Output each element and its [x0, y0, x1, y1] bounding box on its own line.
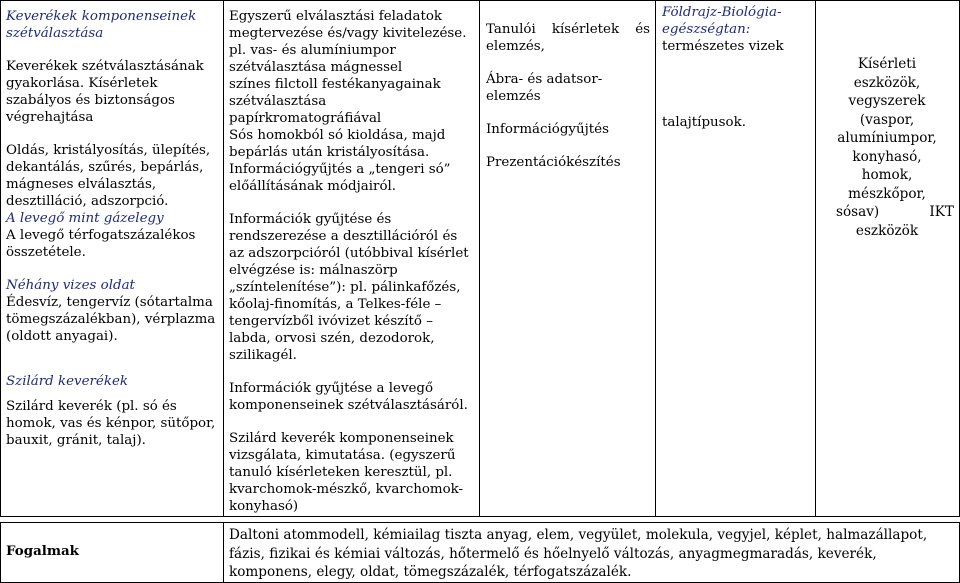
col-divider-4: [815, 0, 816, 517]
table-top-border: [0, 0, 960, 1]
activity-air-components: Információk gyűjtése a levegő komponenseinek szétválasztásáról.: [229, 381, 468, 413]
activity-sea-salt: Információgyűjtés a „tengeri só” előállításának módjairól.: [229, 162, 451, 194]
topic-heading: Keverékek komponenseinek szétválasztása: [6, 9, 197, 41]
solid-mixtures-text: Szilárd keverék (pl. só és homok, vas és kénpor, sütőpor, bauxit, gránit, talaj).: [6, 399, 216, 448]
activity-chromatography: színes filctoll festékanyagainak szétválasztása papírkromatográfiával: [229, 77, 441, 126]
separation-methods: Oldás, kristályosítás, ülepítés, dekantálás, szűrés, bepárlás, mágneses elválasztás, desztilláció, adszorpció.: [6, 143, 211, 209]
left-border: [0, 0, 1, 517]
tools-line-5: alumíniumpor,: [837, 130, 937, 146]
activity-magnet: pl. vas- és alumíniumpor szétválasztása mágnessel: [229, 43, 403, 75]
skills-word-3: és: [635, 22, 650, 37]
connection-subject: Földrajz-Biológia-egészségtan:: [662, 5, 782, 37]
skill-diagram-analysis: Ábra- és adatsor-elemzés: [486, 72, 603, 104]
concepts-label: Fogalmak: [6, 543, 79, 559]
tools-line-1: Kísérleti: [857, 56, 917, 72]
skills-word-2: kísérletek: [551, 22, 620, 37]
solid-mixtures-heading: Szilárd keverékek: [6, 374, 129, 389]
activity-solid-mixture: Szilárd keverék komponenseinek vizsgálata, kimutatása. (egyszerű tanuló kísérleteken keresztül, pl. kvarchomok-mészkő, kvarchomok-konyhasó): [229, 431, 464, 514]
tools-last-right: IKT: [929, 204, 954, 220]
topic-cell: [6, 8, 218, 449]
tools-line-2: eszközök,: [853, 74, 921, 91]
skills-line-2: elemzés,: [486, 39, 545, 54]
activity-salt-sand: Sós homokból só kioldása, majd bepárlás után kristályosítása.: [229, 128, 446, 160]
col-divider-2: [479, 0, 480, 517]
concepts-text: Daltoni atommodell, kémiailag tiszta anyag, elem, vegyület, molekula, vegyjel, képlet, halmazállapot, fázis, fizikai és kémiai változás, hőtermelő és hőelnyelő változás, anyagmegmaradás, keverék, komponens, elegy, oldat, tömegszázalék, térfogatszázalék.: [229, 527, 928, 580]
activities-cell: [229, 8, 474, 515]
connections-cell: [662, 4, 812, 131]
connection-natural-waters: [662, 4, 812, 55]
skills-word-1: Tanulói: [486, 22, 536, 37]
tools-line-9: [820, 203, 954, 222]
tools-last-left: sósav): [836, 204, 880, 220]
col-divider-1: [223, 0, 224, 517]
footer-col-divider: [223, 522, 224, 583]
tools-line-4: (vaspor,: [859, 111, 915, 128]
footer-left-border: [0, 522, 1, 583]
skills-line-1: [486, 21, 650, 38]
aqueous-solutions-heading: Néhány vizes oldat: [6, 278, 135, 293]
activity-distillation: Információk gyűjtése és rendszerezése a desztillációról és az adszorpcióról (utóbbival kísérlet elvégzése is: málnaszörp „színtelenítése”): pl. pálinkafőzés, kőolaj-finomítás, a Telkes-féle – tengervízből ivóvizet készítő – labda, orvosi szén, dezodorok, szilikagél.: [229, 212, 469, 363]
skill-information-gathering: Információgyűjtés: [486, 122, 609, 137]
gas-mixture-heading: A levegő mint gázelegy: [6, 211, 164, 226]
footer-top-border: [0, 522, 960, 523]
tools-line-3: vegyszerek: [848, 93, 926, 109]
skills-cell: [486, 21, 650, 171]
aqueous-solutions-text: Édesvíz, tengervíz (sótartalma tömegszázalékban), vérplazma (oldott anyagai).: [6, 295, 216, 344]
tools-line-7: homok,: [861, 167, 913, 183]
row-divider: [0, 516, 960, 517]
activity-design: Egyszerű elválasztási feladatok megtervezése és/vagy kivitelezése.: [229, 9, 467, 41]
connection-topic: természetes vizek: [662, 39, 784, 54]
tools-line-8: mészkőpor,: [848, 185, 926, 202]
col-divider-3: [655, 0, 656, 517]
topic-intro: Keverékek szétválasztásának gyakorlása. Kísérletek szabályos és biztonságos végrehajtása: [6, 59, 204, 125]
tools-cell: [820, 55, 954, 240]
gas-mixture-text: A levegő térfogatszázalékos összetétele.: [6, 228, 196, 260]
skill-presentation: Prezentációkészítés: [486, 155, 621, 170]
tools-line-10: eszközök: [855, 222, 919, 239]
tools-line-6: konyhasó,: [852, 148, 922, 165]
connection-soil-types: talajtípusok.: [662, 115, 746, 130]
